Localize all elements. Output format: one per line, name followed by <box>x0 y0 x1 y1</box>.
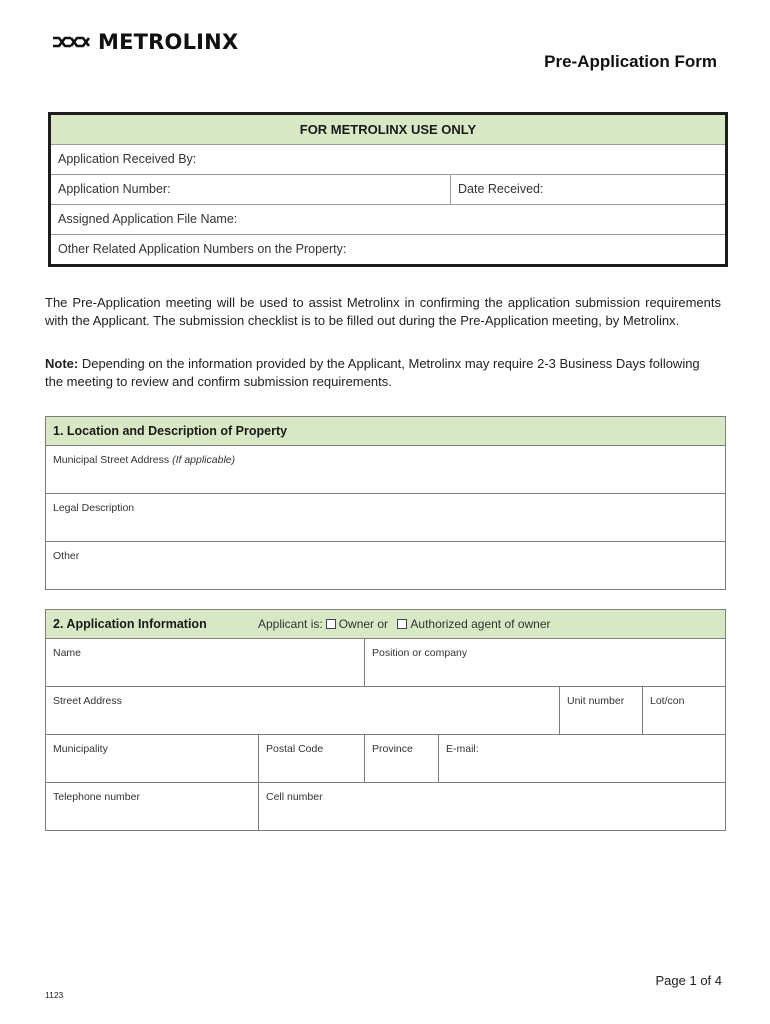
applicant-is-label: Applicant is: <box>258 617 323 631</box>
intro-paragraph: The Pre-Application meeting will be used to assist Metrolinx in confirming the application submission requirements with the Applicant. The submission checklist is to be filled out during the Pre-Application meeting, by Metrolinx. <box>45 295 721 328</box>
street-address-row <box>46 446 725 494</box>
email-field[interactable]: E-mail: <box>446 743 479 755</box>
note-paragraph <box>45 355 721 391</box>
agent-checkbox[interactable] <box>397 619 407 629</box>
file-name-row[interactable] <box>51 205 725 235</box>
section-location <box>45 416 726 590</box>
agent-label: Authorized agent of owner <box>410 617 551 631</box>
form-code: 1123 <box>45 990 64 1000</box>
municipality-row <box>46 735 725 783</box>
telephone-field[interactable]: Telephone number <box>46 783 259 830</box>
municipal-street-address-field[interactable] <box>46 446 725 493</box>
municipality-field[interactable]: Municipality <box>46 735 259 782</box>
street-address-field[interactable]: Street Address <box>46 687 560 734</box>
name-field[interactable]: Name <box>46 639 365 686</box>
note-text: Depending on the information provided by the Applicant, Metrolinx may require 2-3 Business Days following the meeting to review and confirm submission requirements. <box>45 356 700 389</box>
logo-text: METROLINX <box>98 30 239 54</box>
owner-checkbox[interactable] <box>326 619 336 629</box>
province-field[interactable]: Province <box>365 735 439 782</box>
other-row <box>46 542 725 589</box>
postal-code-field[interactable]: Postal Code <box>259 735 365 782</box>
owner-label: Owner or <box>338 617 389 631</box>
street-label: Municipal Street Address <box>53 454 170 466</box>
related-numbers-label: Other Related Application Numbers on the Property: <box>58 242 347 256</box>
street-hint: (If applicable) <box>172 454 236 466</box>
received-by-row[interactable] <box>51 145 725 175</box>
metrolinx-logo <box>52 30 238 54</box>
cell-number-field[interactable]: Cell number <box>266 791 323 803</box>
metrolinx-wave-icon <box>52 32 92 52</box>
received-by-label: Application Received By: <box>58 152 197 166</box>
name-row <box>46 639 725 687</box>
form-title: Pre-Application Form <box>544 52 717 71</box>
unit-number-field[interactable]: Unit number <box>560 687 643 734</box>
legal-description-field[interactable]: Legal Description <box>53 502 135 514</box>
office-use-title: FOR METROLINX USE ONLY <box>51 115 725 145</box>
lot-con-field[interactable]: Lot/con <box>650 695 685 707</box>
application-number-field[interactable]: Application Number: <box>51 175 451 204</box>
date-received-field[interactable]: Date Received: <box>458 182 544 196</box>
position-company-field[interactable]: Position or company <box>372 647 468 659</box>
section2-header <box>46 610 725 639</box>
application-number-row <box>51 175 725 205</box>
legal-description-row <box>46 494 725 542</box>
telephone-row <box>46 783 725 830</box>
section-application-info <box>45 609 726 831</box>
applicant-type <box>258 610 551 638</box>
other-field[interactable]: Other <box>53 550 80 562</box>
note-label: Note: <box>45 356 79 371</box>
office-use-box <box>48 112 728 267</box>
related-numbers-row[interactable] <box>51 235 725 264</box>
file-name-label: Assigned Application File Name: <box>58 212 238 226</box>
street-row <box>46 687 725 735</box>
section2-title: 2. Application Information <box>53 617 207 631</box>
page-number: Page 1 of 4 <box>655 973 722 988</box>
section1-title: 1. Location and Description of Property <box>46 417 725 446</box>
